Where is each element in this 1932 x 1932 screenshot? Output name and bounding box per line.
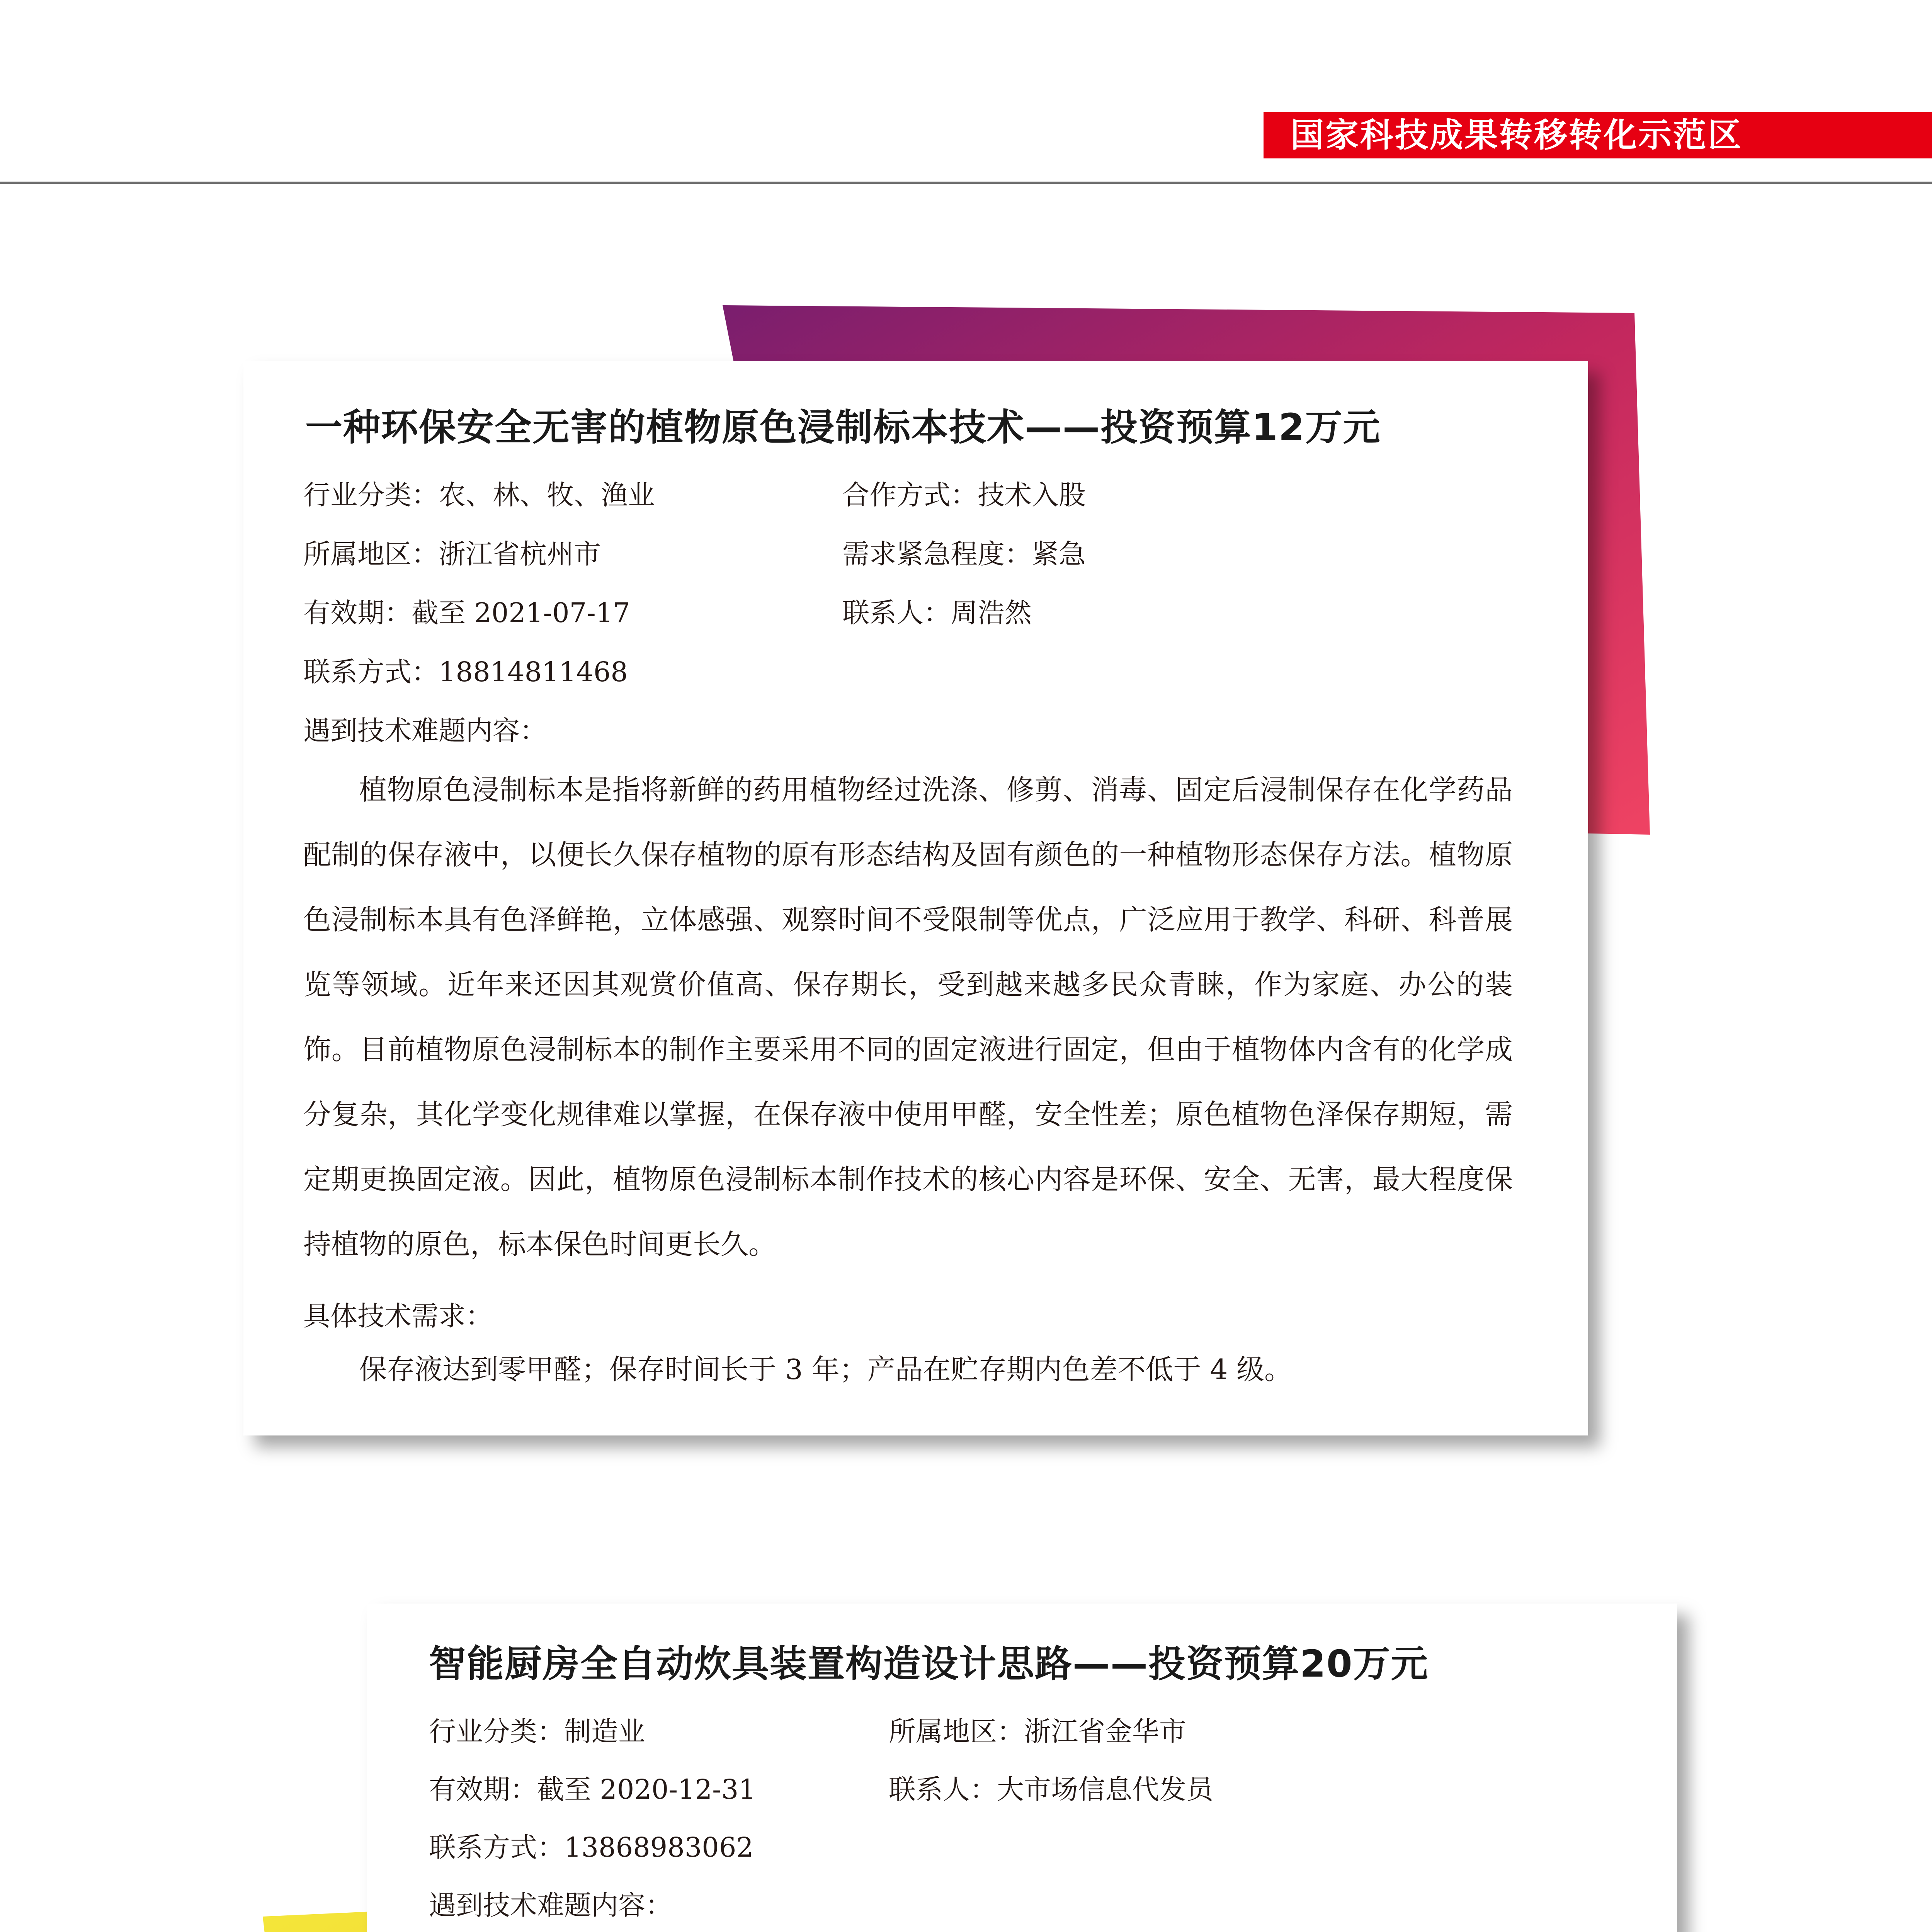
card2-contact: 联系方式：13868983062 — [429, 1832, 753, 1863]
card1-contact: 联系方式：18814811468 — [303, 656, 628, 688]
card1-problem-body: 植物原色浸制标本是指将新鲜的药用植物经过洗涤、修剪、消毒、固定后浸制保存在化学药品配制的保存液中，以便长久保存植物的原有形态结构及固有颜色的一种植物形态保存方法。植物原色浸制标本具有色泽鲜艳，立体感强、观察时间不受限制等优点，广泛应用于教学、科研、科普展览等领域。近年来还因其观赏价值高、保存期长，受到越来越多民众青睐，作为家庭、办公的装饰。目前植物原色浸制标本的制作主要采用不同的固定液进行固定，但由于植物体内含有的化学成分复杂，其化学变化规律难以掌握，在保存液中使用甲醛，安全性差；原色植物色泽保存期短，需定期更换固定液。因此，植物原色浸制标本制作技术的核心内容是环保、安全、无害，最大程度保持植物的原色，标本保色时间更长久。 — [303, 774, 1513, 1260]
card1-requirement-heading: 具体技术需求： — [303, 1300, 493, 1332]
card1-requirement-body: 保存液达到零甲醛；保存时间长于 3 年；产品在贮存期内色差不低于 4 级。 — [359, 1353, 1293, 1386]
section-banner-label: 国家科技成果转移转化示范区 — [1291, 116, 1743, 155]
card2-valid: 有效期：截至 2020-12-31 — [429, 1774, 756, 1805]
card2-contact-person: 联系人：大市场信息代发员 — [889, 1774, 1213, 1805]
card2-problem-body — [429, 1928, 1634, 1932]
card2-problem-heading: 遇到技术难题内容： — [429, 1889, 672, 1921]
card1-industry: 行业分类：农、林、牧、渔业 — [303, 479, 655, 511]
card1-problem-heading: 遇到技术难题内容： — [303, 715, 547, 747]
card1-valid: 有效期：截至 2021-07-17 — [303, 597, 630, 629]
card1-title: 一种环保安全无害的植物原色浸制标本技术——投资预算12万元 — [305, 406, 1381, 449]
card2-industry: 行业分类：制造业 — [429, 1716, 645, 1747]
card2-title: 智能厨房全自动炊具装置构造设计思路——投资预算20万元 — [429, 1642, 1429, 1685]
card1-contact-person: 联系人：周浩然 — [842, 597, 1032, 629]
card1-cooperation: 合作方式：技术入股 — [842, 479, 1086, 511]
card1-region: 所属地区：浙江省杭州市 — [303, 538, 601, 570]
header-rule — [0, 182, 1932, 184]
card2-region: 所属地区：浙江省金华市 — [889, 1716, 1186, 1747]
section-banner — [1264, 112, 1932, 158]
card1-urgency: 需求紧急程度：紧急 — [842, 538, 1086, 570]
